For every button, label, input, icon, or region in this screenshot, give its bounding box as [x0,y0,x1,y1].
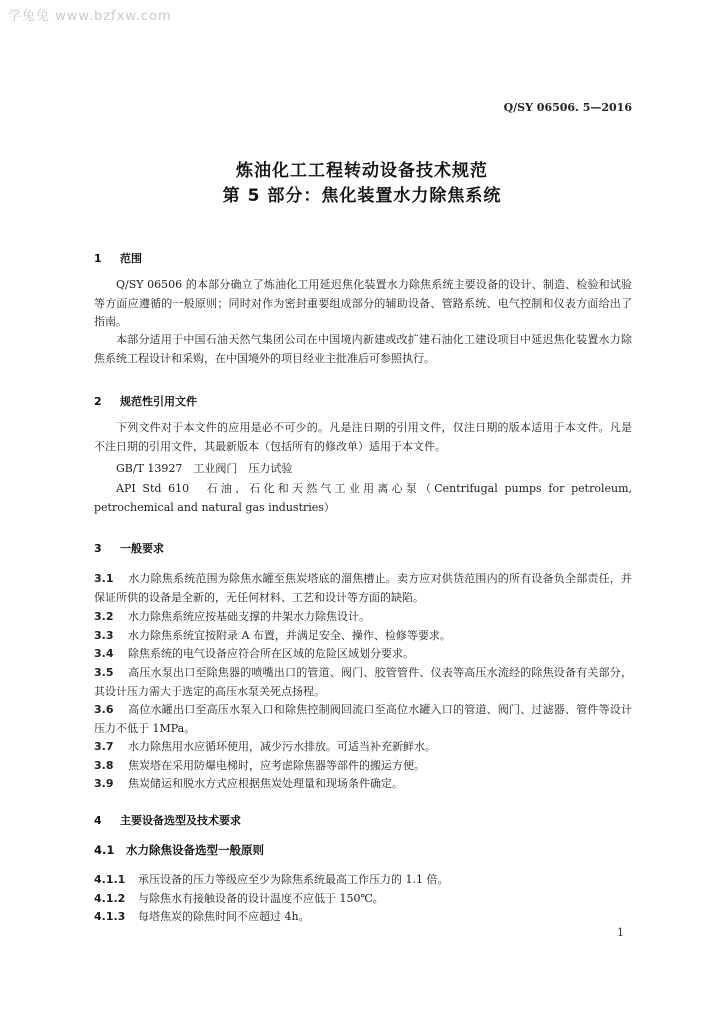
clause-text: 水力除焦系统宜按附录 A 布置，并满足安全、操作、检修等要求。 [128,629,451,642]
clause-number: 3.3 [94,629,114,642]
section-heading-2 [94,393,197,409]
clause-text: 水力除焦系统应按基础支撑的井架水力除焦设计。 [128,610,370,623]
clause-text: 焦炭塔在采用防爆电梯时，应考虑除焦器等部件的搬运方便。 [128,759,425,772]
clause-number: 4.1.1 [94,873,126,886]
section-heading-3 [94,540,164,556]
clause-text: 与除焦水有接触设备的设计温度不应低于 150℃。 [138,892,384,905]
clause [94,890,384,906]
clause-text: 承压设备的压力等级应至少为除焦系统最高工作压力的 1.1 倍。 [138,873,449,886]
section-heading-4 [94,812,241,828]
clause [94,775,632,794]
watermark: 学兔兔 www.bzfxw.com [8,9,172,24]
clause-number: 4.1.3 [94,910,126,923]
section-heading-1 [94,250,142,266]
clause-text: 除焦系统的电气设备应符合所在区域的危险区域划分要求。 [128,647,414,660]
clause [94,664,632,701]
clause [94,701,632,738]
section-number: 1 [94,252,102,265]
clause-number: 3.6 [94,703,114,716]
clause [94,738,632,757]
subsection-number: 4.1 [94,843,115,857]
clause-text: 高位水罐出口至高压水泵入口和除焦控制阀回流口至高位水罐入口的管道、阀门、过滤器、管件等设计压力不低于 1MPa。 [94,703,632,735]
reference-item: API Std 610 石油、石化和天然气工业用离心泵（Centrifugal pumps for petroleum, petrochemical and natural gas industries） [94,482,632,514]
clause-number: 3.1 [94,572,114,585]
clause-number: 3.4 [94,647,114,660]
clause [94,627,632,646]
section-number: 3 [94,542,102,555]
subsection-title: 水力除焦设备选型一般原则 [126,843,264,857]
paragraph: 本部分适用于中国石油天然气集团公司在中国境内新建或改扩建石油化工建设项目中延迟焦化装置水力除焦系统工程设计和采购，在中国境外的项目经业主批准后可参照执行。 [94,333,632,365]
section-title: 一般要求 [120,542,164,555]
clause-text: 焦炭储运和脱水方式应根据焦炭处理量和现场条件确定。 [128,777,403,790]
clause-number: 3.5 [94,666,114,679]
clause-number: 3.2 [94,610,114,623]
clause [94,757,632,776]
document-subtitle: 第 5 部分：焦化装置水力除焦系统 [222,186,502,206]
clause-number: 3.8 [94,759,114,772]
clause [94,871,449,887]
clause-number: 4.1.2 [94,892,126,905]
document-title: 炼油化工工程转动设备技术规范 [236,161,488,181]
section-title: 规范性引用文件 [120,395,197,408]
paragraph: 下列文件对于本文件的应用是必不可少的。凡是注日期的引用文件，仅注日期的版本适用于本文件。凡是不注日期的引用文件，其最新版本（包括所有的修改单）适用于本文件。 [94,421,632,453]
clause-text: 每塔焦炭的除焦时间不应超过 4h。 [138,910,310,923]
paragraph: Q/SY 06506 的本部分确立了炼油化工用延迟焦化装置水力除焦系统主要设备的设计、制造、检验和试验等方面应遵循的一般原则；同时对作为密封重要组成部分的辅助设备、管路系统、电气控制和仪表方面给出了指南。 [94,278,632,328]
clause [94,608,632,627]
section-number: 4 [94,814,102,827]
section-number: 2 [94,395,102,408]
section-title: 范围 [120,252,142,265]
section-title: 主要设备选型及技术要求 [120,814,241,827]
standard-code: Q/SY 06506. 5—2016 [503,101,632,114]
subsection-heading [94,842,264,858]
clause-text: 高压水泵出口至除焦器的喷嘴出口的管道、阀门、胶管管件、仪表等高压水流经的除焦设备有关部分，其设计压力需大于选定的高压水泵关死点扬程。 [94,666,632,698]
clause [94,908,310,924]
clause-text: 水力除焦用水应循环使用，减少污水排放。可适当补充新鲜水。 [128,740,436,753]
page-number: 1 [617,926,624,939]
clause-number: 3.9 [94,777,114,790]
clause-number: 3.7 [94,740,114,753]
clause-text: 水力除焦系统范围为除焦水罐至焦炭塔底的溜焦槽止。卖方应对供货范围内的所有设备负全部责任，并保证所供的设备是全新的，无任何材料、工艺和设计等方面的缺陷。 [94,572,632,604]
reference-item: GB/T 13927 工业阀门 压力试验 [116,462,293,475]
clause [94,570,632,607]
clause [94,645,632,664]
